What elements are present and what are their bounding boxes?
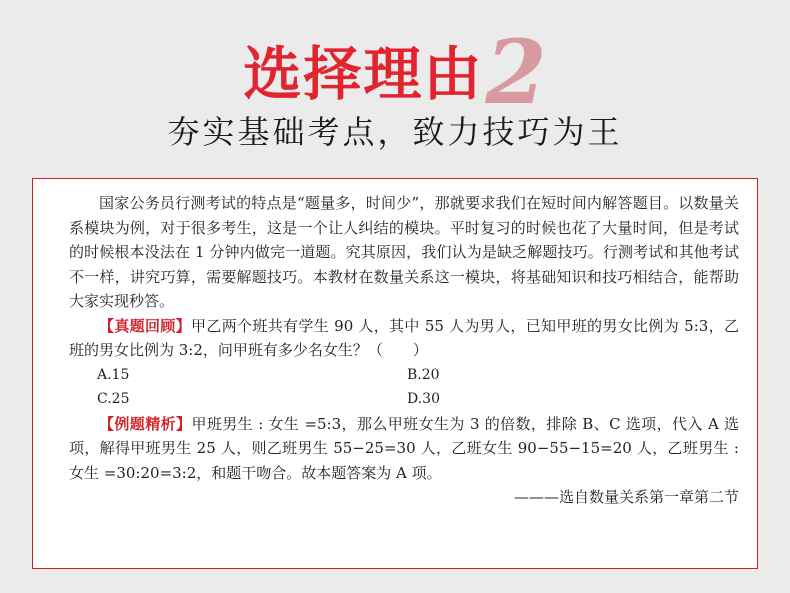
- option-d: D.30: [407, 391, 440, 407]
- option-a: A.15: [97, 366, 130, 383]
- analysis-tag: 【例题精析】: [99, 414, 192, 433]
- question-tag: 【真题回顾】: [99, 316, 192, 335]
- analysis-text: 甲班男生 : 女生 =5:3，那么甲班女生为 3 的倍数，排除 B、C 选项，代入 A 选项，解得甲班男生 25 人，则乙班男生 55−25=30 人，乙班女生 90−55−15=20 人，乙班男生 : 女生 =30:20=3:2，和题干吻合。故本题答案为 A 项。: [69, 414, 739, 482]
- analysis-paragraph: [69, 412, 739, 486]
- content-card: [32, 178, 758, 569]
- section-title: [0, 20, 790, 124]
- option-row: [69, 363, 739, 388]
- source-note: ———选自数量关系第一章第二节: [513, 488, 739, 506]
- subtitle: 夯实基础考点，致力技巧为王: [167, 113, 623, 151]
- option-row: [69, 387, 739, 412]
- title-text: 选择理由: [243, 40, 484, 108]
- option-c: C.25: [97, 391, 130, 407]
- header: [0, 0, 790, 170]
- intro-paragraph: 国家公务员行测考试的特点是“题量多，时间少”，那就要求我们在短时间内解答题目。以数量关系模块为例，对于很多考生，这是一个让人纠结的模块。平时复习的时候也花了大量时间，但是考试的时候根本没法在 1 分钟内做完一道题。究其原因，我们认为是缺乏解题技巧。行测考试和其他考试不一样，讲究巧算，需要解题技巧。本教材在数量关系这一模块，将基础知识和技巧相结合，能帮助大家实现秒答。: [69, 194, 739, 310]
- question-paragraph: [69, 314, 739, 363]
- title-number: 2: [485, 20, 547, 124]
- answer-options: [69, 363, 739, 412]
- option-b: B.20: [407, 366, 440, 383]
- question-text: 甲乙两个班共有学生 90 人，其中 55 人为男人，已知甲班的男女比例为 5:3，乙班的男女比例为 3:2，问甲班有多少名女生？（ ）: [69, 316, 739, 359]
